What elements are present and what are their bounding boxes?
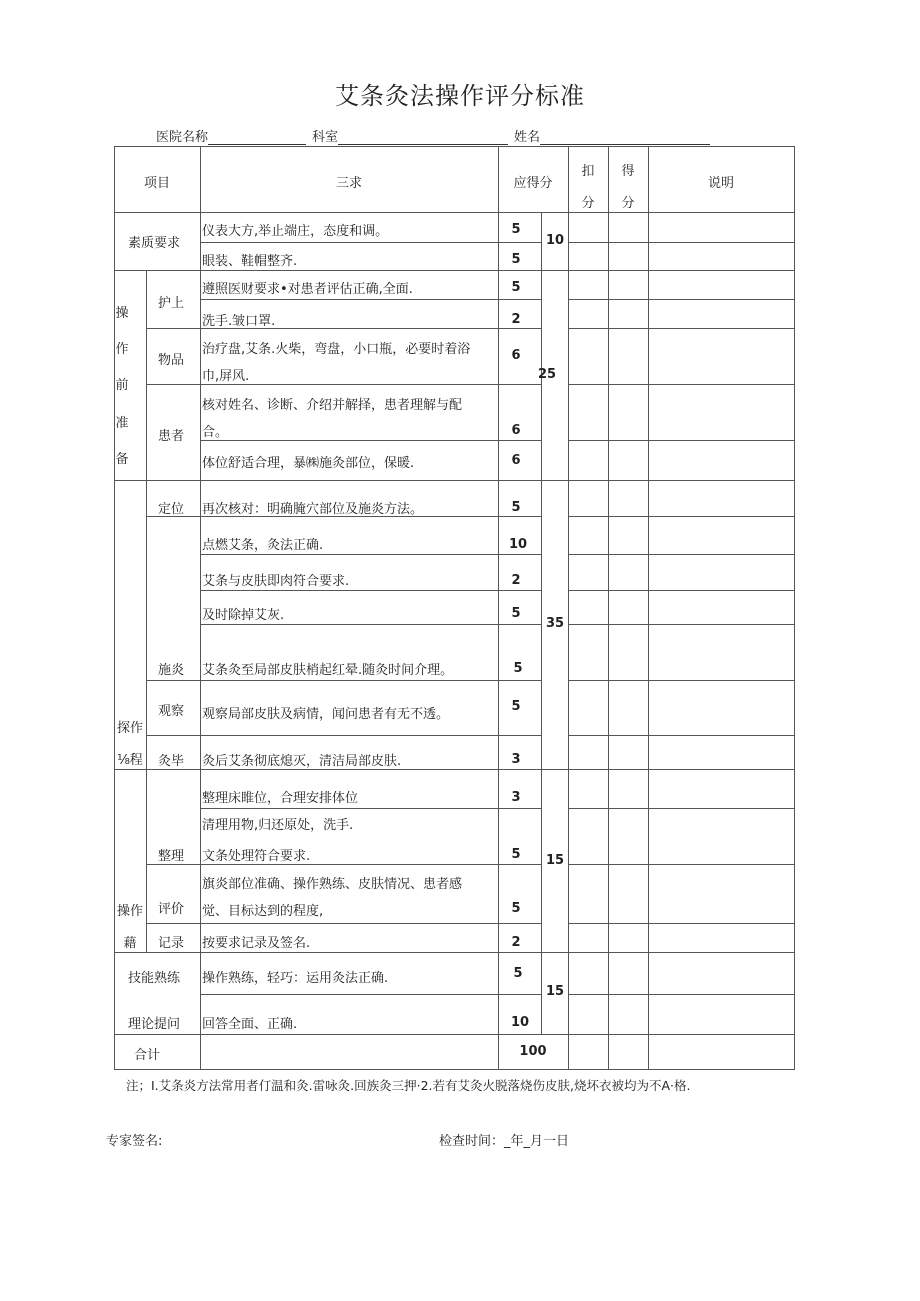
total-score: 100 xyxy=(519,1044,547,1059)
row-score: 10 xyxy=(510,1015,530,1030)
sub-items: 物品 xyxy=(157,353,185,368)
req-text: 清理用物,归还原处，洗手. xyxy=(202,818,354,833)
req-text: 合。 xyxy=(202,425,229,440)
subtotal-quality: 10 xyxy=(545,233,565,248)
section-prep-4: 准 xyxy=(115,416,129,431)
expert-signature: 专家签名: xyxy=(106,1134,163,1149)
sub-tidy: 整理 xyxy=(157,849,185,864)
req-text: 艾条与皮肤即肉符合要求. xyxy=(202,574,350,589)
row-score: 5 xyxy=(511,847,521,862)
req-text: 回答全面、正确. xyxy=(202,1017,298,1032)
col-header-get-bottom: 分 xyxy=(621,196,635,211)
section-prep-5: 备 xyxy=(115,452,129,467)
row-score: 6 xyxy=(511,423,521,438)
req-text: 觉、目标达到的程度, xyxy=(202,904,324,919)
name-label: 姓名 xyxy=(514,130,541,145)
row-score: 5 xyxy=(513,661,523,676)
req-text: 艾条灸至局部皮肤梢起红晕.随灸时间介理。 xyxy=(202,663,454,678)
sub-locate: 定位 xyxy=(157,502,185,517)
row-score: 5 xyxy=(513,966,523,981)
dept-label: 科室 xyxy=(312,130,339,145)
req-text: 观察局部皮肤及病情，闻问患者有无不透。 xyxy=(202,707,450,722)
req-text: 体位舒适合理，暴㈱施灸部位，保暖. xyxy=(202,456,415,471)
section-process-2: ⅛程 xyxy=(117,753,143,768)
sub-patient: 患者 xyxy=(157,429,185,444)
subtotal-skill-theory: 15 xyxy=(545,984,565,999)
col-header-get-top: 得 xyxy=(621,164,635,179)
section-after-1: 操作 xyxy=(116,904,144,919)
sub-observe: 观察 xyxy=(157,704,185,719)
req-text: 按要求记录及签名. xyxy=(202,936,311,951)
subtotal-prep: 25 xyxy=(537,367,557,382)
row-score: 2 xyxy=(511,573,521,588)
req-text: 灸后艾条彻底熄灭，清洁局部皮肤. xyxy=(202,754,402,769)
row-score: 10 xyxy=(508,537,528,552)
section-prep-1: 操 xyxy=(115,306,129,321)
req-text: 旗炎部位准确、操作熟练、皮肤情况、患者感 xyxy=(202,877,463,892)
row-score: 5 xyxy=(511,606,521,621)
footnote: 注；I.艾条炎方法常用者仃温和灸.雷咏灸.回族灸三押·2.若有艾灸火脱落烧伤皮肤,烧坏衣被均为不A·格. xyxy=(126,1078,691,1093)
section-quality: 素质要求 xyxy=(127,236,181,251)
dept-blank[interactable] xyxy=(338,130,508,145)
sub-nurse: 护上 xyxy=(157,296,185,311)
section-process-1: 探作 xyxy=(116,721,144,736)
req-text: 再次核对：明确腌穴部位及施炎方法。 xyxy=(202,502,424,517)
row-score: 5 xyxy=(511,252,521,267)
hospital-field xyxy=(156,126,306,145)
check-date: 检查时间：_年_月一日 xyxy=(439,1134,570,1149)
row-score: 2 xyxy=(511,935,521,950)
req-text: 整理床睢位，合理安排体位 xyxy=(202,791,359,806)
col-header-note: 说明 xyxy=(707,176,735,191)
col-header-item: 项目 xyxy=(143,176,171,191)
col-header-deduct-top: 扣 xyxy=(581,164,595,179)
req-text: 巾,屏风. xyxy=(202,369,250,384)
row-score: 6 xyxy=(511,348,521,363)
row-score: 6 xyxy=(511,453,521,468)
section-total: 合计 xyxy=(133,1048,161,1063)
req-text: 洗手.皱口罩. xyxy=(202,314,276,329)
subtotal-after: 15 xyxy=(545,853,565,868)
row-score: 3 xyxy=(511,790,521,805)
name-blank[interactable] xyxy=(540,130,710,145)
name-field xyxy=(514,126,710,145)
req-text: 治疗盘,艾条.火柴，弯盘，小口瓶，必要时着浴 xyxy=(202,342,471,357)
hospital-label: 医院名称 xyxy=(156,130,209,145)
req-text: 核对姓名、诊断、介绍并解择，患者理解与配 xyxy=(202,398,463,413)
row-score: 5 xyxy=(511,500,521,515)
sub-evaluate: 评价 xyxy=(157,902,185,917)
req-text: 文条处理符合要求. xyxy=(202,849,311,864)
row-score: 5 xyxy=(511,901,521,916)
req-text: 操作熟练，轻巧：运用灸法正确. xyxy=(202,971,389,986)
row-score: 5 xyxy=(511,280,521,295)
subtotal-process: 35 xyxy=(545,616,565,631)
section-prep-3: 前 xyxy=(115,378,129,393)
col-header-deduct-bottom: 分 xyxy=(581,196,595,211)
sub-finish: 灸毕 xyxy=(157,754,185,769)
row-score: 2 xyxy=(511,312,521,327)
dept-field xyxy=(312,126,508,145)
req-text: 眼装、鞋帽整齐. xyxy=(202,254,298,269)
req-text: 及时除掉艾灰. xyxy=(202,608,285,623)
col-header-score: 应得分 xyxy=(513,176,553,191)
req-text: 仪表大方,举止端庄，态度和调。 xyxy=(202,224,389,239)
col-header-requirements: 三求 xyxy=(335,176,363,191)
section-theory: 理论提问 xyxy=(127,1017,181,1032)
row-score: 5 xyxy=(511,699,521,714)
hospital-blank[interactable] xyxy=(208,130,306,145)
sub-record: 记录 xyxy=(157,936,185,951)
page-title: 艾条灸法操作评分标准 xyxy=(335,82,585,110)
row-score: 5 xyxy=(511,222,521,237)
section-after-2: 藉 xyxy=(123,936,137,951)
req-text: 点燃艾条，灸法正确. xyxy=(202,538,324,553)
scoring-table xyxy=(114,146,795,1070)
req-text: 遵照医财要求•对患者评估正确,全面. xyxy=(202,282,413,297)
section-skill: 技能熟练 xyxy=(127,971,181,986)
row-score: 3 xyxy=(511,752,521,767)
sub-moxa: 施炎 xyxy=(157,663,185,678)
section-prep-2: 作 xyxy=(115,342,129,357)
